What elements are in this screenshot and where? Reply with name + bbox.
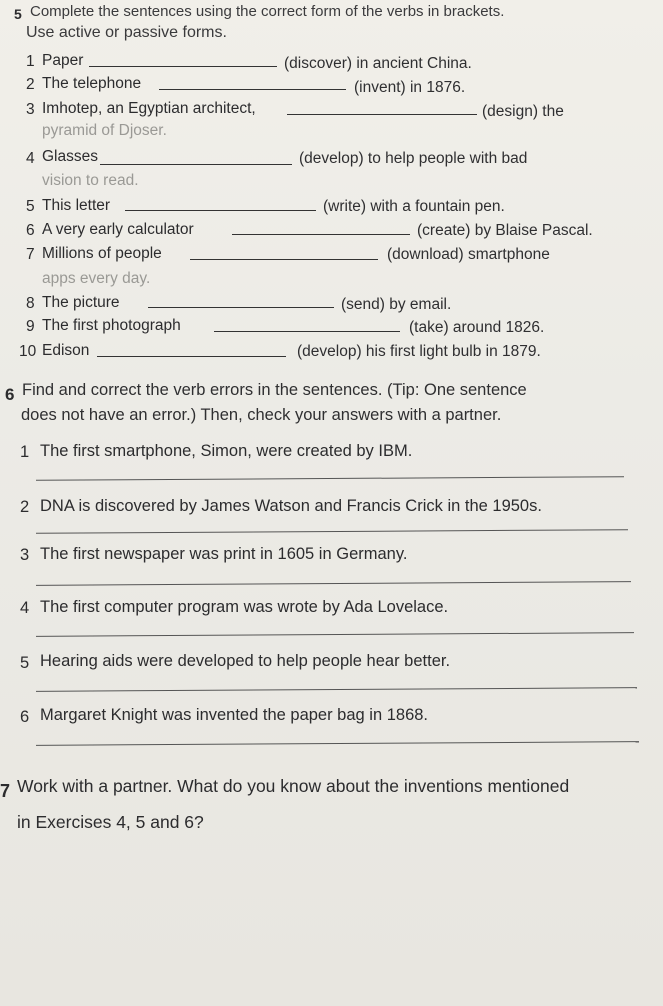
answer-blank[interactable] — [287, 114, 477, 115]
correction-line[interactable] — [36, 581, 631, 586]
item-number: 9 — [26, 318, 35, 335]
verb-hint: (write) with a fountain pen. — [323, 198, 505, 215]
item-sentence: The first computer program was wrote by Ada Lovelace. — [40, 598, 449, 616]
verb-hint: (create) by Blaise Pascal. — [417, 222, 593, 239]
exercise-6-instruction-2: does not have an error.) Then, check your answers with a partner. — [21, 406, 502, 424]
item-continuation: vision to read. — [42, 172, 139, 189]
correction-line[interactable] — [36, 529, 628, 534]
verb-hint: (invent) in 1876. — [354, 79, 466, 96]
answer-blank[interactable] — [232, 234, 410, 235]
item-sentence: The first smartphone, Simon, were created by IBM. — [40, 442, 413, 460]
answer-blank[interactable] — [214, 331, 400, 332]
verb-hint: (develop) to help people with bad — [299, 150, 528, 167]
item-sentence: The first newspaper was print in 1605 in Germany. — [40, 545, 408, 563]
item-number: 4 — [20, 599, 30, 617]
item-number: 2 — [26, 76, 35, 93]
exercise-7-number: 7 — [0, 781, 11, 801]
item-number: 7 — [26, 246, 35, 263]
item-number: 5 — [20, 654, 30, 672]
answer-blank[interactable] — [190, 259, 378, 260]
item-sentence: Hearing aids were developed to help people hear better. — [40, 652, 451, 670]
item-start: This letter — [42, 197, 111, 214]
item-start: Edison — [42, 342, 90, 359]
item-number: 6 — [26, 222, 35, 239]
verb-hint: (discover) in ancient China. — [284, 55, 472, 72]
item-number: 8 — [26, 295, 35, 312]
item-start: The picture — [42, 294, 120, 311]
item-sentence: DNA is discovered by James Watson and Francis Crick in the 1950s. — [40, 497, 542, 515]
item-number: 1 — [26, 53, 35, 70]
verb-hint: (design) the — [482, 103, 564, 120]
item-start: Glasses — [42, 148, 98, 165]
answer-blank[interactable] — [159, 89, 346, 90]
exercise-5-instruction: Complete the sentences using the correct form of the verbs in brackets. — [30, 3, 505, 20]
item-start: Millions of people — [42, 245, 162, 262]
item-start: Imhotep, an Egyptian architect, — [42, 100, 256, 117]
exercise-5-number: 5 — [14, 6, 22, 22]
exercise-6-instruction: Find and correct the verb errors in the sentences. (Tip: One sentence — [22, 381, 527, 399]
correction-line[interactable] — [36, 741, 639, 746]
item-continuation: apps every day. — [42, 270, 151, 287]
item-number: 4 — [26, 150, 35, 167]
exercise-5-instruction-2: Use active or passive forms. — [26, 24, 227, 41]
item-number: 5 — [26, 198, 35, 215]
correction-line[interactable] — [36, 687, 637, 692]
verb-hint: (send) by email. — [341, 296, 452, 313]
answer-blank[interactable] — [97, 356, 286, 357]
exercise-7-prompt: Work with a partner. What do you know about the inventions mentioned — [17, 776, 570, 796]
item-number: 6 — [20, 708, 30, 726]
item-start: A very early calculator — [42, 221, 194, 238]
item-number: 10 — [19, 343, 37, 360]
answer-blank[interactable] — [89, 66, 277, 67]
answer-blank[interactable] — [125, 210, 316, 211]
item-start: The first photograph — [42, 317, 181, 334]
answer-blank[interactable] — [100, 164, 292, 165]
verb-hint: (develop) his first light bulb in 1879. — [297, 343, 541, 360]
item-number: 2 — [20, 498, 30, 516]
answer-blank[interactable] — [148, 307, 334, 308]
verb-hint: (take) around 1826. — [409, 319, 545, 336]
correction-line[interactable] — [36, 632, 634, 637]
verb-hint: (download) smartphone — [387, 246, 550, 263]
item-start: Paper — [42, 52, 84, 69]
item-continuation: pyramid of Djoser. — [42, 122, 167, 139]
item-number: 3 — [26, 101, 35, 118]
item-start: The telephone — [42, 75, 142, 92]
item-number: 3 — [20, 546, 30, 564]
correction-line[interactable] — [36, 476, 624, 481]
exercise-7-prompt-2: in Exercises 4, 5 and 6? — [17, 812, 204, 832]
item-sentence: Margaret Knight was invented the paper bag in 1868. — [40, 706, 429, 724]
item-number: 1 — [20, 443, 30, 461]
exercise-6-number: 6 — [5, 385, 15, 404]
